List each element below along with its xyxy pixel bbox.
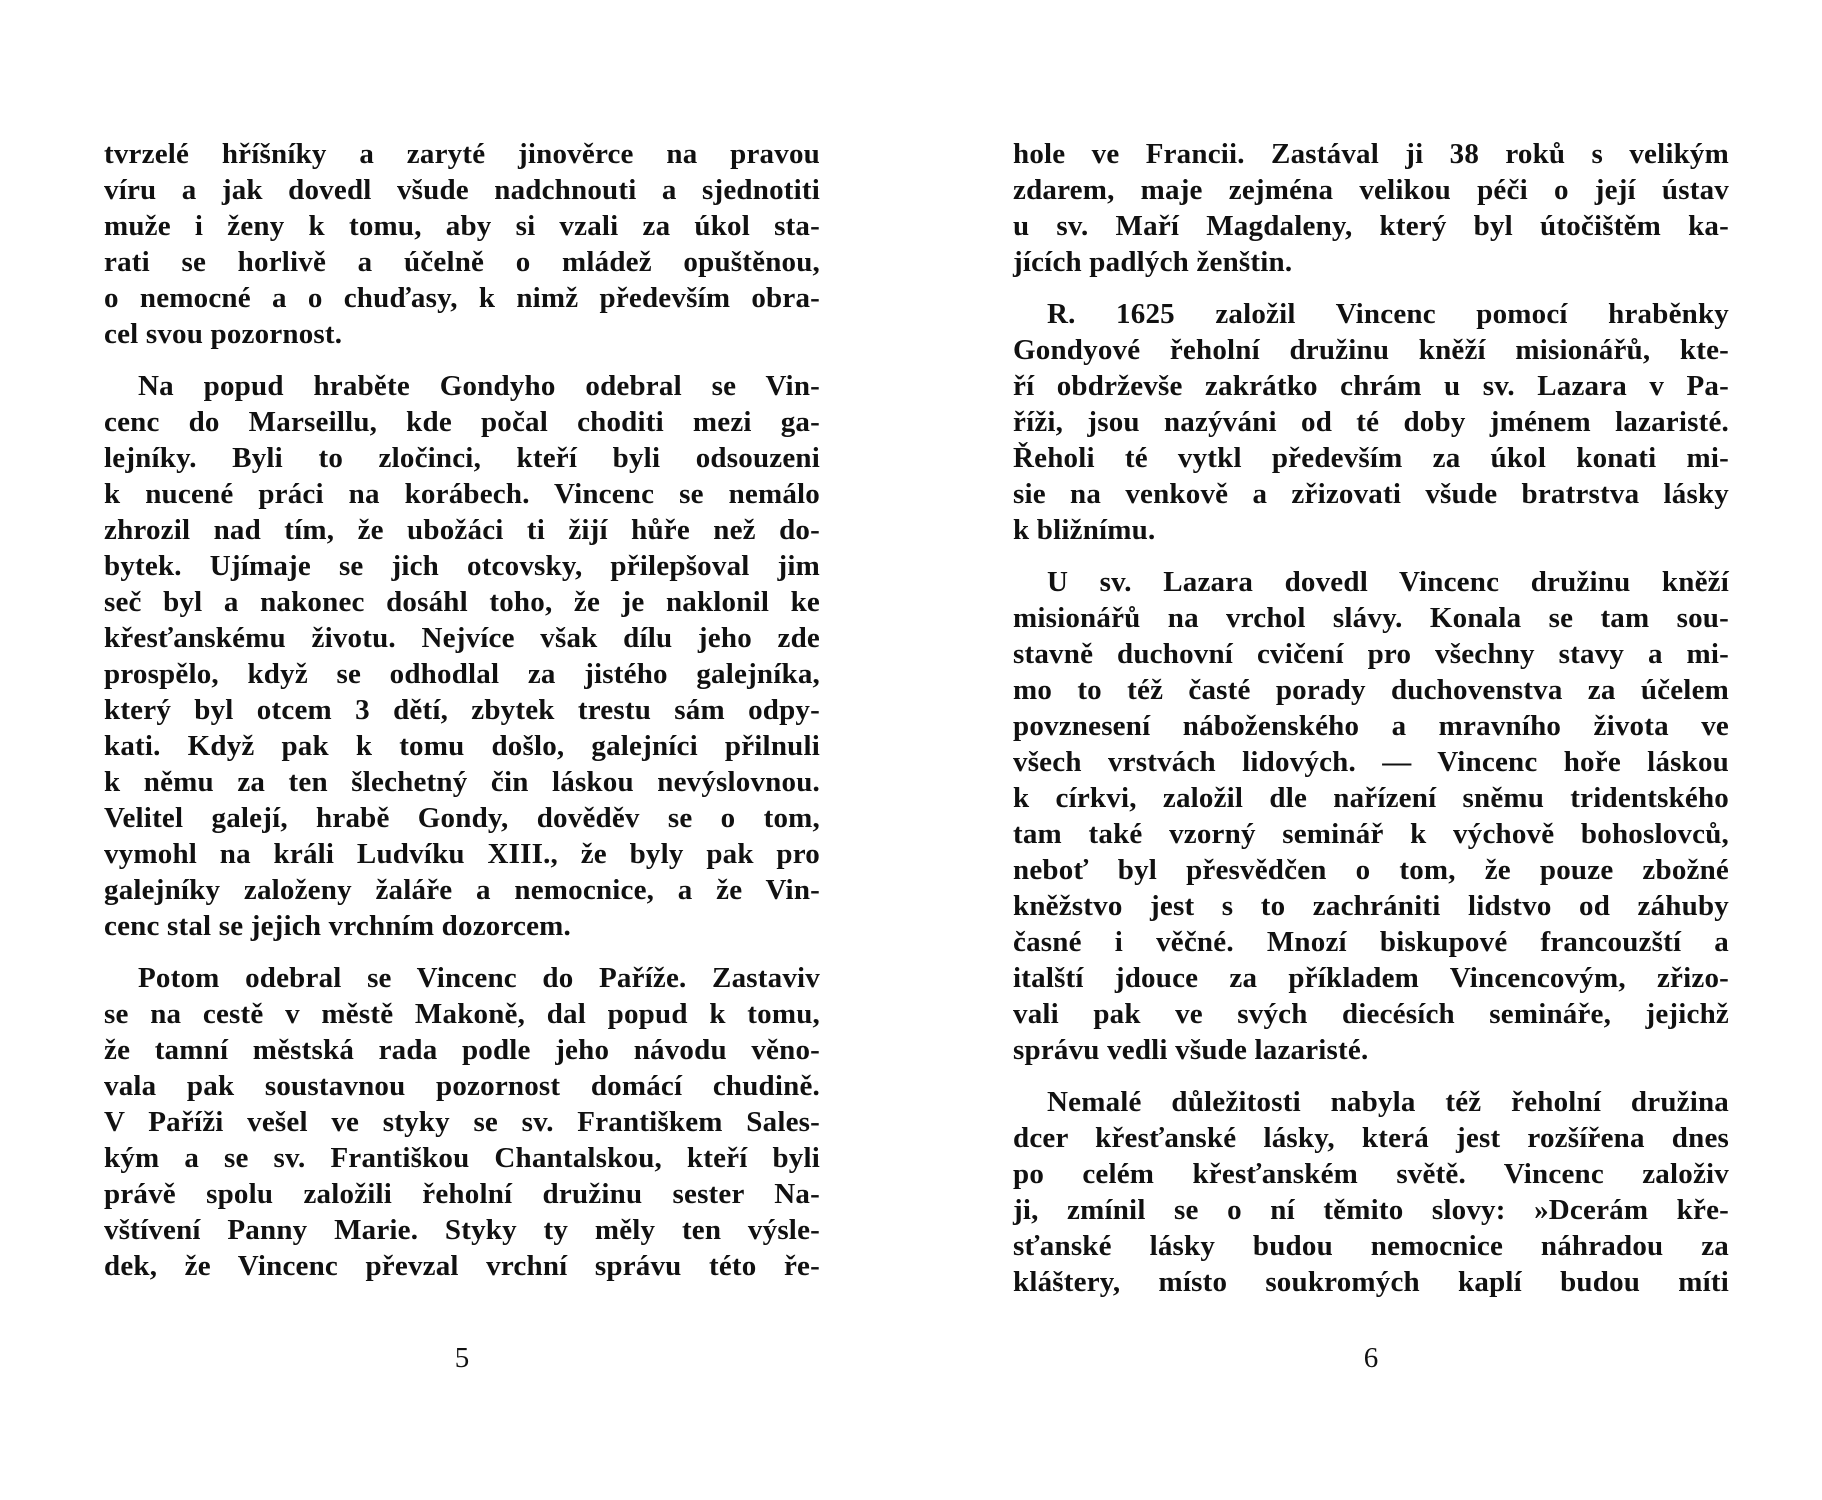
text-line: po celém křesťanském světě. Vincenc založiv [1013,1158,1729,1190]
text-line: říži, jsou nazýváni od té doby jménem lazaristé. [1013,406,1729,438]
text-line: italští jdouce za příkladem Vincencovým, zřizo- [1013,962,1729,994]
text-line: tam také vzorný seminář k výchově bohoslovců, [1013,818,1729,850]
text-line: cenc stal se jejich vrchním dozorcem. [104,910,571,942]
text-line: R. 1625 založil Vincenc pomocí hraběnky [1047,298,1729,330]
text-line: zhrozil nad tím, že ubožáci ti žijí hůře než do- [104,514,820,546]
text-line: vala pak soustavnou pozornost domácí chudině. [104,1070,820,1102]
text-line: se na cestě v městě Makoně, dal popud k tomu, [104,998,820,1030]
text-line: neboť byl přesvědčen o tom, že pouze zbožné [1013,854,1729,886]
paragraph [104,136,820,352]
text-line: Na popud hraběte Gondyho odebral se Vin- [138,370,820,402]
text-line: misionářů na vrchol slávy. Konala se tam sou- [1013,602,1729,634]
text-line: víru a jak dovedl všude nadchnouti a sjednotiti [104,174,820,206]
text-line: sťanské lásky budou nemocnice náhradou za [1013,1230,1729,1262]
text-line: kati. Když pak k tomu došlo, galejníci přilnuli [104,730,820,762]
text-line: zdarem, maje zejména velikou péči o její ústav [1013,174,1729,206]
text-line: bytek. Ujímaje se jich otcovsky, přilepšoval jim [104,550,820,582]
text-line: k bližnímu. [1013,514,1156,546]
text-line: kým a se sv. Františkou Chantalskou, kteří byli [104,1142,820,1174]
text-line: o nemocné a o chuďasy, k nimž především obra- [104,282,820,314]
text-line: dcer křesťanské lásky, která jest rozšířena dnes [1013,1122,1729,1154]
text-line: k němu za ten šlechetný čin láskou nevýslovnou. [104,766,820,798]
paragraph [1013,564,1729,1068]
text-line: stavně duchovní cvičení pro všechny stavy a mi- [1013,638,1729,670]
text-line: tvrzelé hříšníky a zaryté jinověrce na pravou [104,138,820,170]
text-line: všech vrstvách lidových. — Vincenc hoře láskou [1013,746,1729,778]
text-line: Řeholi té vytkl především za úkol konati mi- [1013,442,1729,474]
page-number-right: 6 [1363,1342,1379,1374]
text-line: Velitel galejí, hrabě Gondy, dověděv se o tom, [104,802,820,834]
text-line: který byl otcem 3 dětí, zbytek trestu sám odpy- [104,694,820,726]
right-page-text [1013,136,1729,1316]
text-line: prospělo, když se odhodlal za jistého galejníka, [104,658,820,690]
text-line: Gondyové řeholní družinu kněží misionářů, kte- [1013,334,1729,366]
text-line: právě spolu založili řeholní družinu sester Na- [104,1178,820,1210]
paragraph [1013,1084,1729,1300]
text-line: dek, že Vincenc převzal vrchní správu této ře- [104,1250,820,1282]
text-line: seč byl a nakonec dosáhl toho, že je naklonil ke [104,586,820,618]
text-line: časné i věčné. Mnozí biskupové francouzští a [1013,926,1729,958]
text-line: povznesení náboženského a mravního života ve [1013,710,1729,742]
text-line: cel svou pozornost. [104,318,343,350]
text-line: Potom odebral se Vincenc do Paříže. Zastaviv [138,962,820,994]
text-line: jících padlých ženštin. [1013,246,1293,278]
text-line: muže i ženy k tomu, aby si vzali za úkol sta- [104,210,820,242]
paragraph [104,960,820,1284]
text-line: U sv. Lazara dovedl Vincenc družinu kněží [1047,566,1729,598]
text-line: hole ve Francii. Zastával ji 38 roků s velikým [1013,138,1729,170]
text-line: k církvi, založil dle nařízení sněmu tridentského [1013,782,1729,814]
text-line: kláštery, místo soukromých kaplí budou míti [1013,1266,1729,1298]
paragraph [104,368,820,944]
text-line: ří obdrževše zakrátko chrám u sv. Lazara v Pa- [1013,370,1729,402]
text-line: kněžstvo jest s to zachrániti lidstvo od záhuby [1013,890,1729,922]
text-line: že tamní městská rada podle jeho návodu věno- [104,1034,820,1066]
text-line: křesťanskému životu. Nejvíce však dílu jeho zde [104,622,820,654]
text-line: správu vedli všude lazaristé. [1013,1034,1369,1066]
text-line: galejníky založeny žaláře a nemocnice, a že Vin- [104,874,820,906]
text-line: mo to též časté porady duchovenstva za účelem [1013,674,1729,706]
text-line: ji, zmínil se o ní těmito slovy: »Dcerám kře- [1013,1194,1729,1226]
text-line: cenc do Marseillu, kde počal choditi mezi ga- [104,406,820,438]
text-line: u sv. Maří Magdaleny, který byl útočištěm ka- [1013,210,1729,242]
text-line: lejníky. Byli to zločinci, kteří byli odsouzeni [104,442,820,474]
paragraph [1013,296,1729,548]
text-line: sie na venkově a zřizovati všude bratrstva lásky [1013,478,1729,510]
page-number-left: 5 [454,1342,470,1374]
left-page-text [104,136,820,1300]
paragraph [1013,136,1729,280]
text-line: vymohl na králi Ludvíku XIII., že byly pak pro [104,838,820,870]
text-line: vali pak ve svých diecésích semináře, jejichž [1013,998,1729,1030]
text-line: V Paříži vešel ve styky se sv. Františkem Sales- [104,1106,820,1138]
text-line: k nucené práci na korábech. Vincenc se nemálo [104,478,820,510]
text-line: vštívení Panny Marie. Styky ty měly ten výsle- [104,1214,820,1246]
text-line: rati se horlivě a účelně o mládež opuštěnou, [104,246,820,278]
text-line: Nemalé důležitosti nabyla též řeholní družina [1047,1086,1729,1118]
